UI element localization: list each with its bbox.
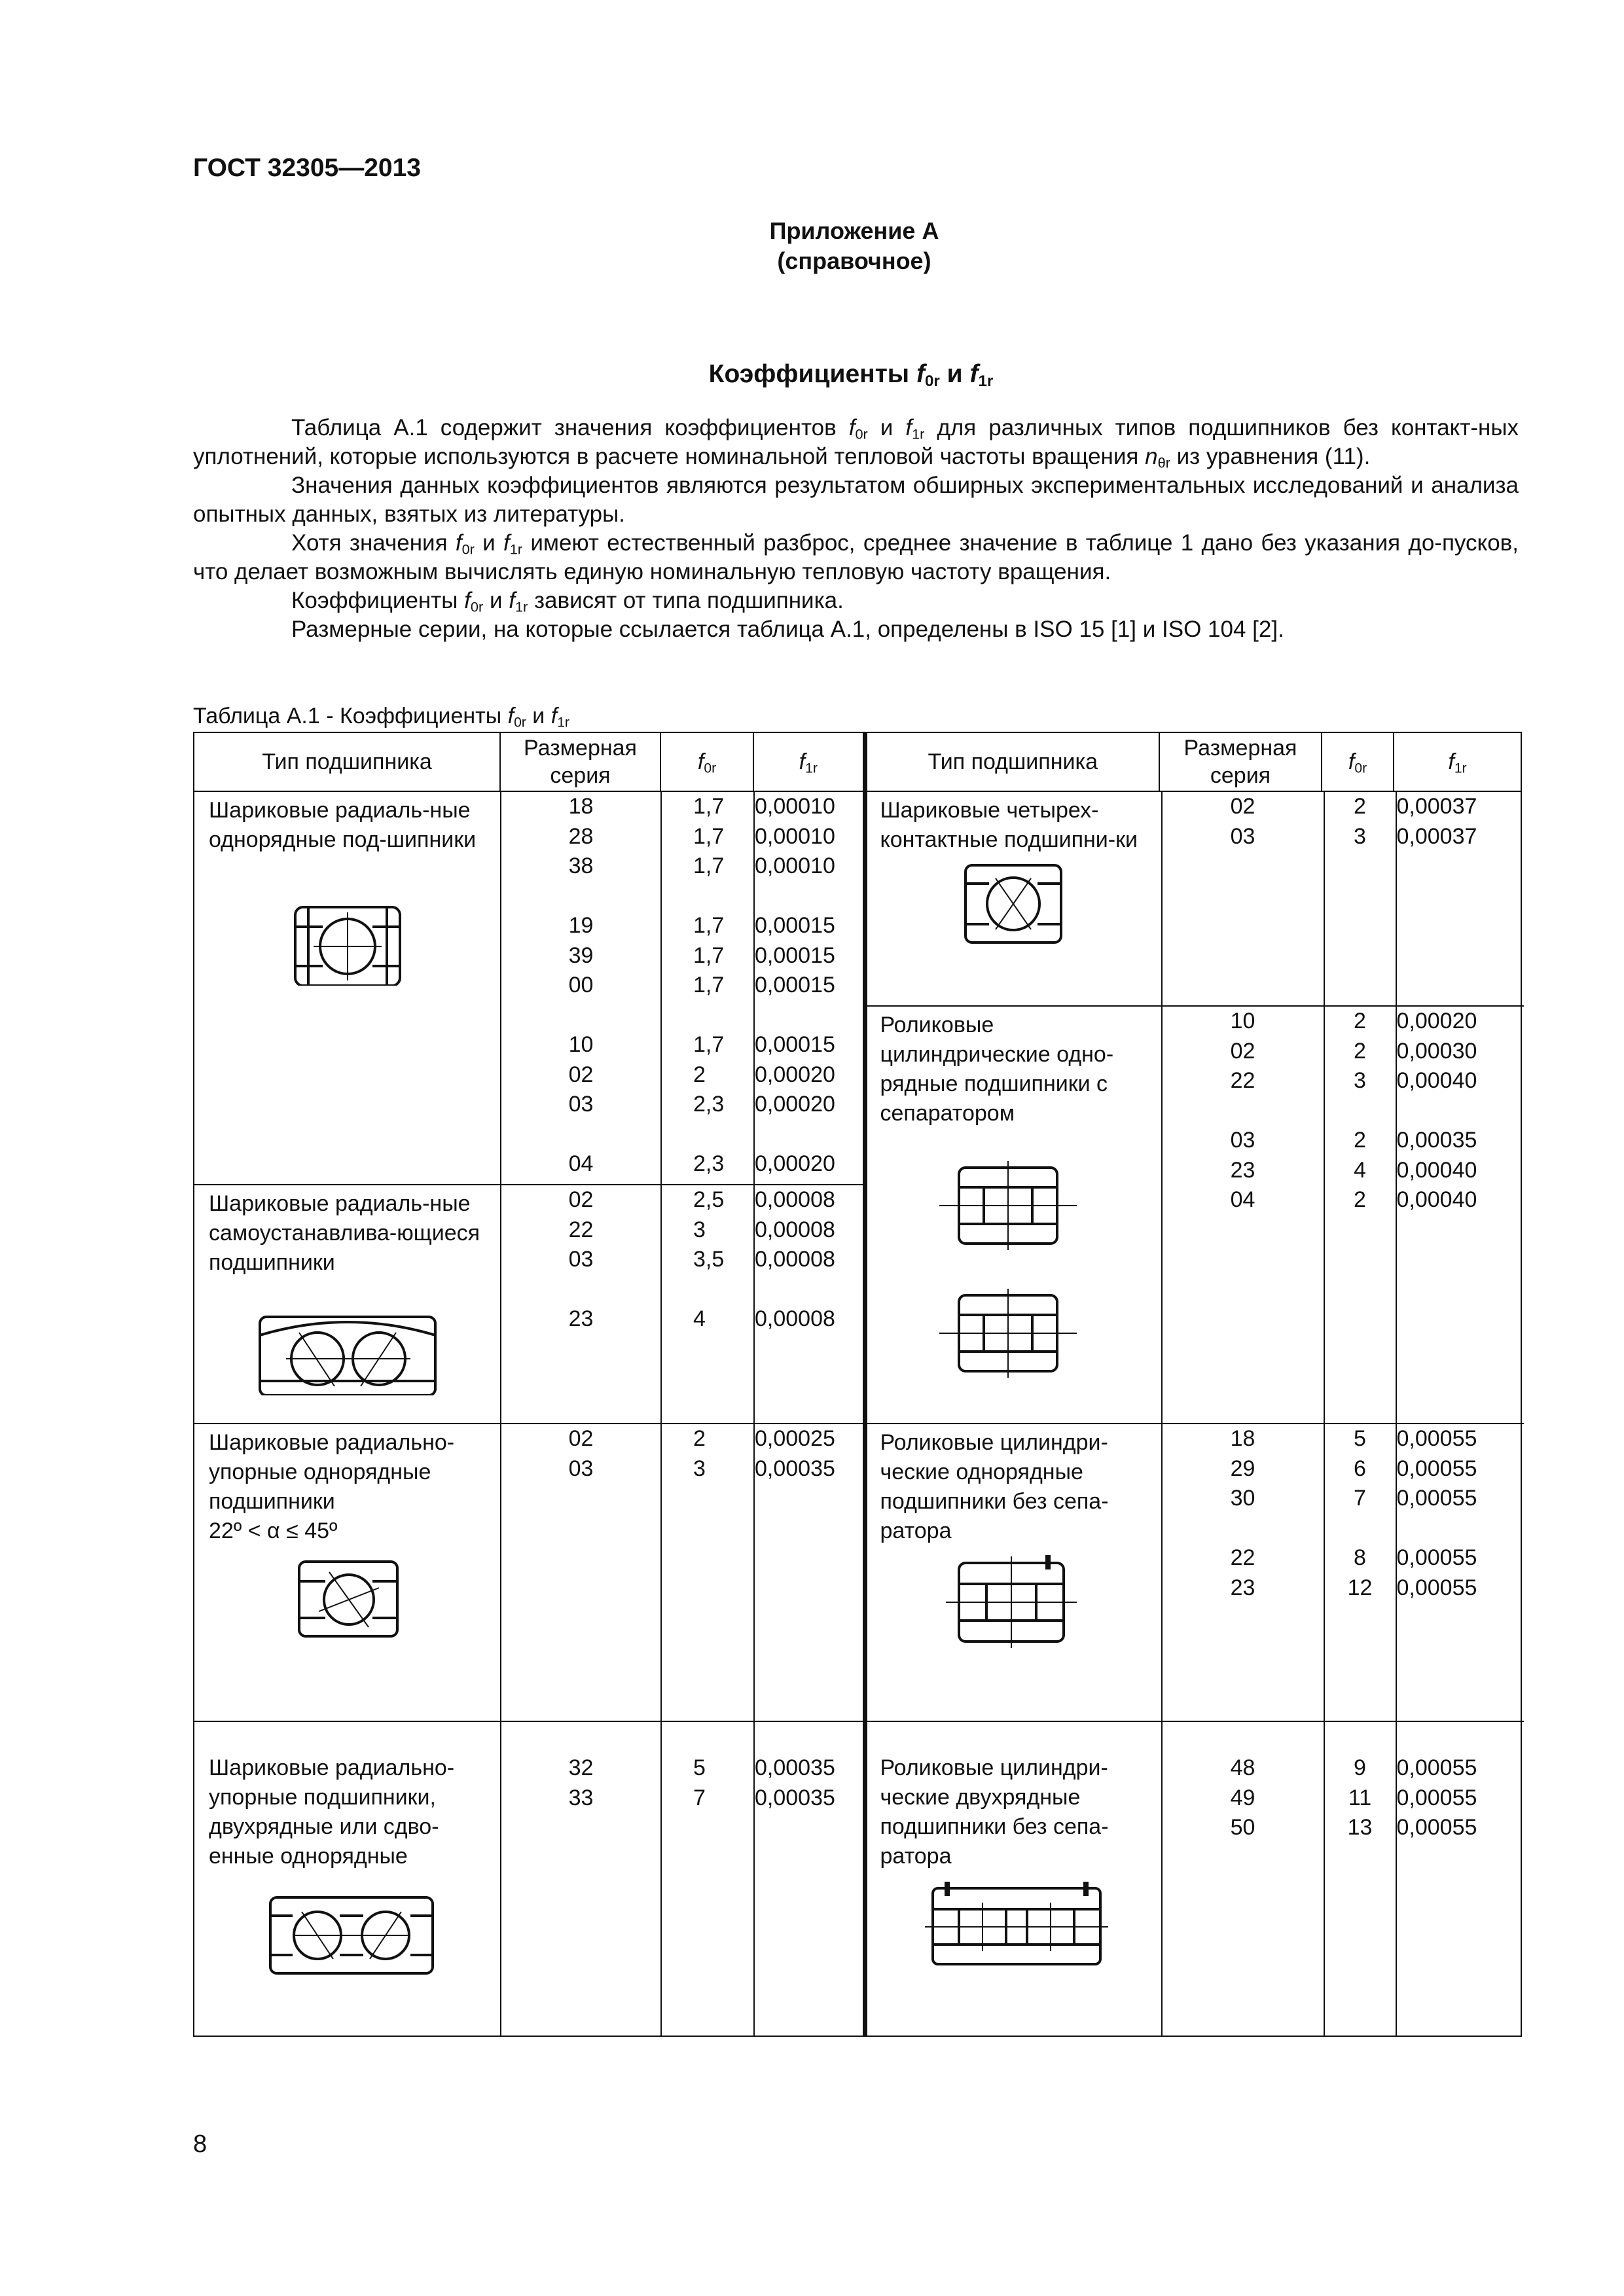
left-subtable	[194, 792, 865, 2036]
annex-label: Приложение А	[769, 217, 939, 244]
type-label: Шариковые радиально-упорные однорядные подшипники 22º < α ≤ 45º	[209, 1430, 455, 1543]
type-cell-ball-angular-single	[194, 1424, 501, 1721]
header-f1-right: $f_{1r}$	[1394, 732, 1521, 791]
table-row	[194, 792, 865, 1185]
type-cell-ball-four-point	[867, 792, 1162, 1006]
angular-contact-bearing-drawing	[194, 1546, 501, 1644]
heading-f0-sub: 0r	[924, 372, 940, 391]
header-type-left: Тип подшипника	[194, 732, 500, 791]
header-series-right: Размерная серия	[1159, 732, 1322, 791]
cylindrical-roller-bearing-drawings	[867, 1128, 1162, 1384]
left-half	[194, 791, 865, 2036]
f0-cell: 9 11 13	[1324, 1721, 1396, 2036]
f1-cell: 0,00035 0,00035	[754, 1721, 865, 2036]
type-label: Шариковые радиально-упорные подшипники, двухрядные или сдво-енные однорядные	[209, 1755, 455, 1869]
type-cell-roller-cyl-double	[867, 1721, 1162, 2036]
ball-radial-bearing-drawing	[194, 855, 501, 986]
f0-cell: 2 3	[1324, 792, 1396, 1006]
f1-cell: 0,00020 0,00030 0,00040 0,00035 0,00040 0,00040	[1396, 1006, 1524, 1424]
rib-mark-left	[945, 1882, 950, 1896]
f1-cell: 0,00037 0,00037	[1396, 792, 1524, 1006]
table-row	[194, 1721, 865, 2036]
table-row	[867, 1424, 1524, 1721]
annex-type: (справочное)	[777, 247, 931, 274]
annex-title	[655, 216, 1054, 276]
series-cell: 48 49 50	[1162, 1721, 1324, 2036]
f1-cell: 0,00055 0,00055 0,00055	[1396, 1721, 1524, 2036]
intro-paragraph-5: Размерные серии, на которые ссылается таблица А.1, определены в ISO 15 [1] и ISO 104 [2].	[291, 617, 1284, 642]
rib-mark-right	[1083, 1882, 1089, 1896]
f0-cell: 5 7	[661, 1721, 754, 2036]
rib-mark	[1045, 1555, 1051, 1570]
f0-cell: 2 2 3 2 4 2	[1324, 1006, 1396, 1424]
heading-f1-sub: 1r	[978, 372, 994, 391]
type-cell-roller-cyl-full	[867, 1424, 1162, 1721]
intro-paragraph-4: Коэффициенты $f_{0r}$ и $f_{1r}$ зависят от типа подшипника.	[291, 588, 844, 615]
type-label: Шариковые радиаль-ные самоустанавлива-ющиеся подшипники	[209, 1191, 480, 1275]
double-row-roller-bearing-drawing	[867, 1871, 1162, 1969]
table-row	[194, 1185, 865, 1424]
heading-f0: f	[916, 360, 925, 388]
page-number: 8	[193, 2130, 208, 2158]
header-type-right: Тип подшипника	[865, 732, 1159, 791]
contact-angle-range: 22º < α ≤ 45º	[209, 1518, 338, 1543]
header-f1-left: $f_{1r}$	[753, 732, 865, 791]
table-header-row	[194, 732, 1521, 791]
type-label: Роликовые цилиндри-ческие однорядные подшипники без сепа-ратора	[880, 1430, 1109, 1543]
type-cell-ball-angular-double	[194, 1721, 501, 2036]
four-point-contact-bearing-drawing	[867, 855, 1162, 953]
header-f0-right: $f_{0r}$	[1322, 732, 1394, 791]
type-label: Роликовые цилиндри-ческие двухрядные подшипники без сепа-ратора	[880, 1755, 1109, 1869]
full-complement-roller-bearing-drawing	[867, 1546, 1162, 1657]
intro-paragraph-2: Значения данных коэффициентов являются результатом обширных экспериментальных исследований и анализа опытных данных, взятых из литературы.	[193, 473, 1519, 527]
document-code: ГОСТ 32305—2013	[193, 154, 421, 182]
series-cell: 02 22 03 23	[501, 1185, 661, 1424]
series-cell: 32 33	[501, 1721, 661, 2036]
right-subtable	[867, 792, 1524, 2036]
table-row	[867, 1006, 1524, 1424]
table-row	[867, 792, 1524, 1006]
table-row	[194, 1424, 865, 1721]
series-cell: 02 03	[501, 1424, 661, 1721]
intro-paragraph-1: Таблица А.1 содержит значения коэффициентов $f_{0r}$ и $f_{1r}$ для различных типов подшипников без контакт-ных уплотнений, которые используются в расчете номинальной тепловой частоты вращения $n_{\theta r}$ из уравнения (11).	[193, 415, 1519, 471]
f0-cell: 5 6 7 8 12	[1324, 1424, 1396, 1721]
f1-cell: 0,00025 0,00035	[754, 1424, 865, 1721]
intro-text	[193, 414, 1519, 644]
f1-cell: 0,00055 0,00055 0,00055 0,00055 0,00055	[1396, 1424, 1524, 1721]
header-series-left: Размерная серия	[500, 732, 660, 791]
series-cell: 18 29 30 22 23	[1162, 1424, 1324, 1721]
right-half	[865, 791, 1521, 2036]
table-body-row	[194, 791, 1521, 2036]
intro-paragraph-3: Хотя значения $f_{0r}$ и $f_{1r}$ имеют естественный разброс, среднее значение в таблице 1 дано без указания до-пусков, что делает возможным вычислять единую номинальную тепловую частоту вращения.	[193, 530, 1519, 584]
coefficients-table	[193, 732, 1522, 2037]
double-row-angular-bearing-drawing	[194, 1871, 501, 1976]
heading-conj: и	[947, 360, 963, 388]
table-caption: Таблица А.1 - Коэффициенты $f_{0r}$ и $f_{1r}$	[193, 704, 569, 730]
type-cell-ball-self-aligning	[194, 1185, 501, 1424]
f0-cell: 1,7 1,7 1,7 1,7 1,7 1,7 1,7 2 2,3 2,3	[661, 792, 754, 1185]
heading-f1: f	[969, 360, 979, 388]
type-label: Шариковые четырех-контактные подшипни-ки	[880, 798, 1138, 852]
f1-cell: 0,00010 0,00010 0,00010 0,00015 0,00015 0,00015 0,00015 0,00020 0,00020 0,00020	[754, 792, 865, 1185]
type-cell-roller-cyl-caged	[867, 1006, 1162, 1424]
coefficients-heading	[589, 360, 1113, 389]
f1-cell: 0,00008 0,00008 0,00008 0,00008	[754, 1185, 865, 1424]
series-cell: 18 28 38 19 39 00 10 02 03 04	[501, 792, 661, 1185]
self-aligning-bearing-drawing	[194, 1278, 501, 1395]
type-cell-ball-radial-single	[194, 792, 501, 1185]
header-f0-left: $f_{0r}$	[660, 732, 753, 791]
heading-text: Коэффициенты	[708, 360, 910, 388]
f0-cell: 2 3	[661, 1424, 754, 1721]
f0-cell: 2,5 3 3,5 4	[661, 1185, 754, 1424]
type-label: Роликовые цилиндрические одно-рядные подшипники с сепаратором	[880, 1013, 1114, 1126]
table-row	[867, 1721, 1524, 2036]
series-cell: 10 02 22 03 23 04	[1162, 1006, 1324, 1424]
series-cell: 02 03	[1162, 792, 1324, 1006]
type-label: Шариковые радиаль-ные однорядные под-шипники	[209, 798, 477, 852]
